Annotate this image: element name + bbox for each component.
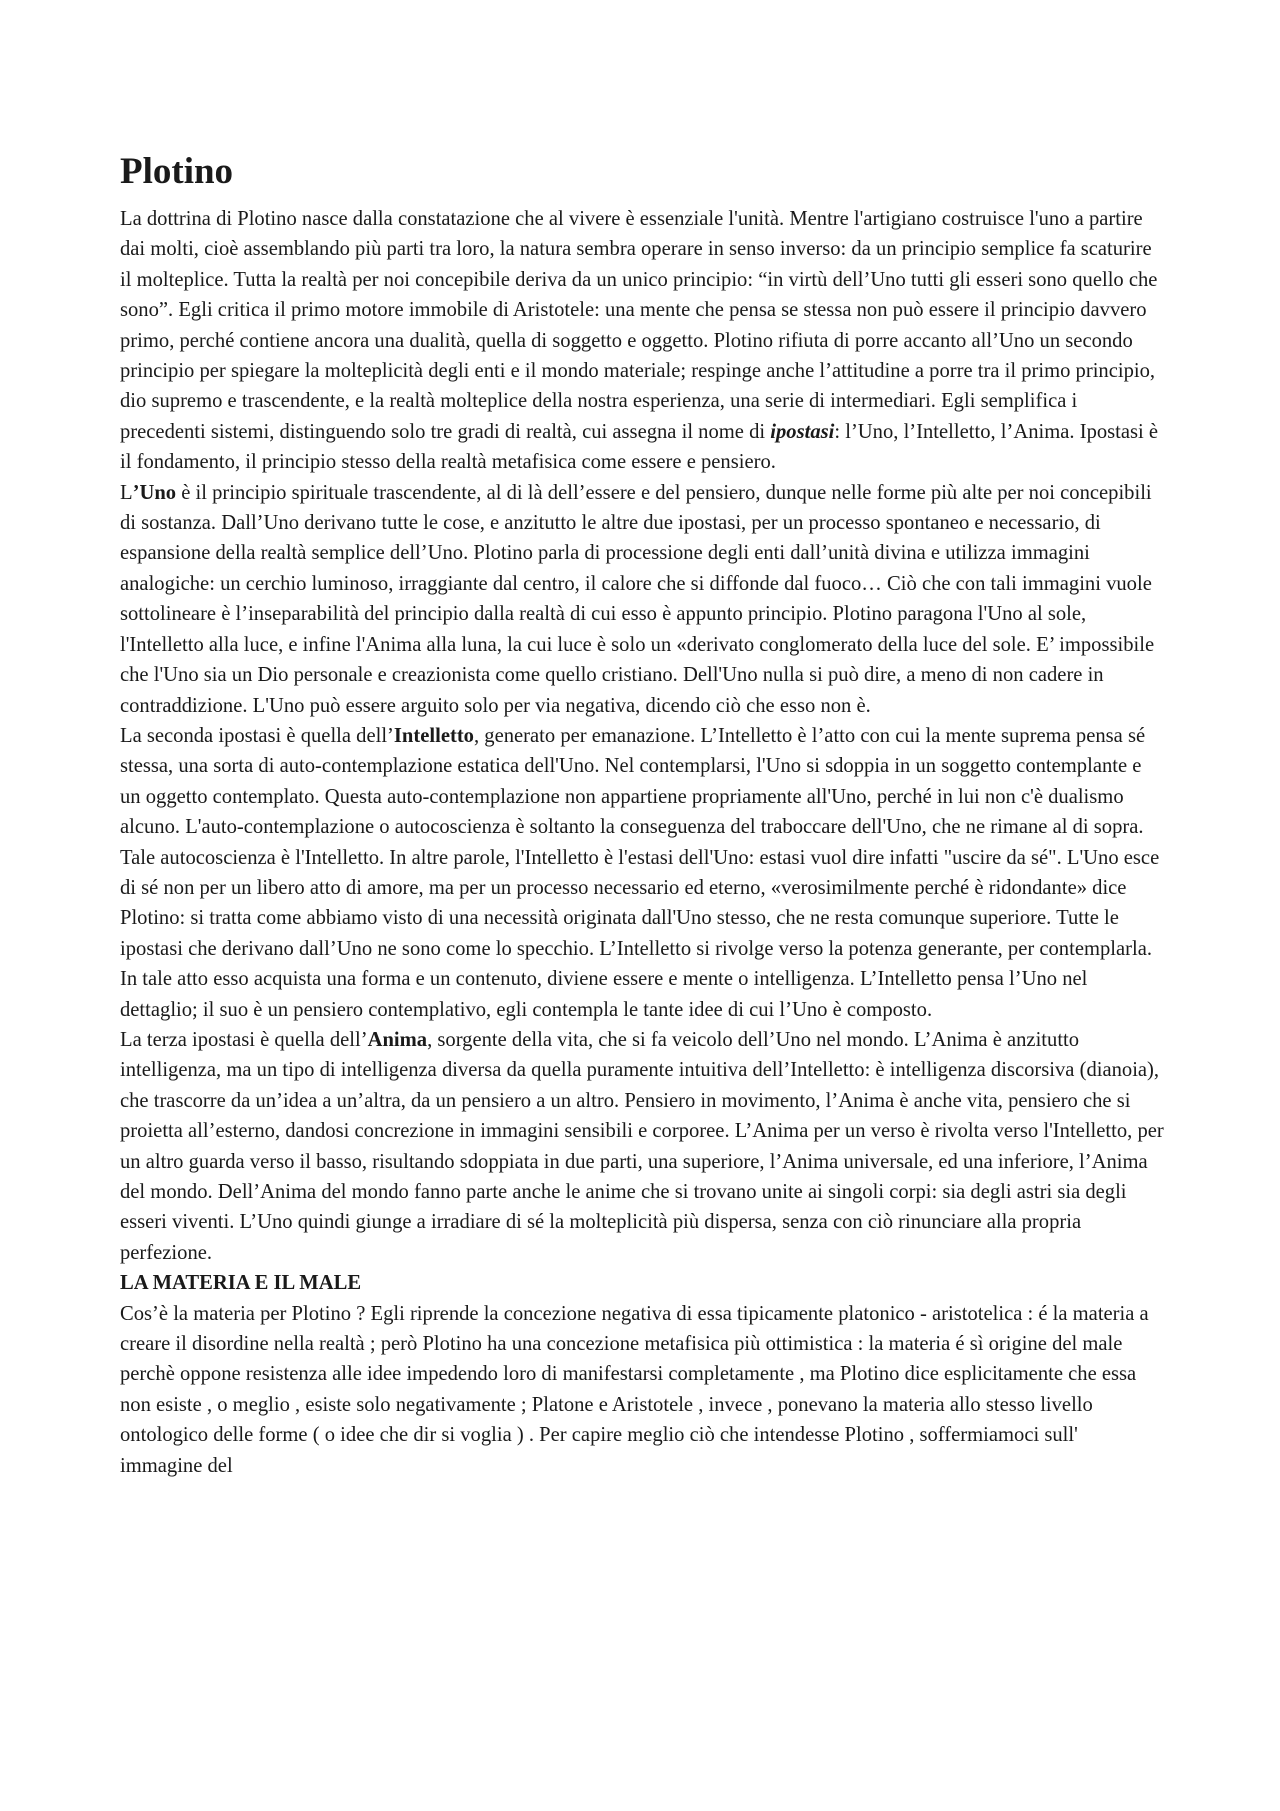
paragraph-materia: Cos’è la materia per Plotino ? Egli riprende la concezione negativa di essa tipicamente platonico - aristotelica : é la materia a creare il disordine nella realtà ; però Plotino ha una concezione metafisica più ottimistica : la materia é sì origine del male perchè oppone resistenza alle idee impedendo loro di manifestarsi completamente , ma Plotino dice esplicitamente che essa non esiste , o meglio , esiste solo negativamente ; Platone e Aristotele , invece , ponevano la materia allo stesso livello ontologico delle forme ( o idee che dir si voglia ) . Per capire meglio ciò che intendesse Plotino , soffermiamoci sull' immagine del <box>120 1302 1149 1477</box>
page-title: Plotino <box>120 151 234 192</box>
paragraph-text: , generato per emanazione. L’Intelletto è l’atto con cui la mente suprema pensa sé stessa, una sorta di auto-contemplazione estatica dell'Uno. Nel contemplarsi, l'Uno si sdoppia in un soggetto contemplante e un oggetto contemplato. Questa auto-contemplazione non appartiene propriamente all'Uno, perché in lui non c'è dualismo alcuno. L'auto-contemplazione o autocoscienza è soltanto la conseguenza del traboccare dell'Uno, che ne rimane al di sopra. Tale autocoscienza è l'Intelletto. In altre parole, l'Intelletto è l'estasi dell'Uno: estasi vuol dire infatti "uscire da sé". L'Uno esce di sé non per un libero atto di amore, ma per un processo necessario ed eterno, «verosimilmente perché è ridondante» dice Plotino: si tratta come abbiamo visto di una necessità originata dall'Uno stesso, che ne resta comunque superiore. Tutte le ipostasi che derivano dall’Uno ne sono come lo specchio. L’Intelletto si rivolge verso la potenza generante, per contemplarla. In tale atto esso acquista una forma e un contenuto, diviene essere e mente o intelligenza. L’Intelletto pensa l’Uno nel dettaglio; il suo è un pensiero contemplativo, egli contempla le tante idee di cui l’Uno è composto. <box>120 724 1160 1021</box>
paragraph-text: La seconda ipostasi è quella dell’ <box>120 724 394 747</box>
paragraph-text: , sorgente della vita, che si fa veicolo dell’Uno nel mondo. L’Anima è anzitutto intelligenza, ma un tipo di intelligenza diversa da quella puramente intuitiva dell’Intelletto: è intelligenza discorsiva (dianoia), che trascorre da un’idea a un’altra, da un pensiero a un altro. Pensiero in movimento, l’Anima è anche vita, pensiero che si proietta all’esterno, dandosi concrezione in immagini sensibili e corporee. L’Anima per un verso è rivolta verso l'Intelletto, per un altro guarda verso il basso, risultando sdoppiata in due parti, una superiore, l’Anima universale, ed una inferiore, l’Anima del mondo. Dell’Anima del mondo fanno parte anche le anime che si trovano unite ai singoli corpi: sia degli astri sia degli esseri viventi. L’Uno quindi giunge a irradiare di sé la molteplicità più dispersa, senza con ciò rinunciare alla propria perfezione. <box>120 1028 1164 1264</box>
paragraph-text: : l’Uno, l’Intelletto, l’Anima. Ipostasi è il fondamento, il principio stesso della realtà metafisica come essere e pensiero. <box>120 420 1159 474</box>
paragraph-intelletto <box>120 721 1165 1025</box>
term-anima: Anima <box>367 1028 428 1051</box>
paragraph-uno <box>120 478 1165 721</box>
paragraph-text: è il principio spirituale trascendente, al di là dell’essere e del pensiero, dunque nelle forme più alte per noi concepibili di sostanza. Dall’Uno derivano tutte le cose, e anzitutto le altre due ipostasi, per un processo spontaneo e necessario, di espansione della realtà semplice dell’Uno. Plotino parla di processione degli enti dall’unità divina e utilizza immagini analogiche: un cerchio luminoso, irraggiante dal centro, il calore che si diffonde dal fuoco… Ciò che con tali immagini vuole sottolineare è l’inseparabilità del principio dalla realtà di cui esso è appunto principio. Plotino paragona l'Uno al sole, l'Intelletto alla luce, e infine l'Anima alla luna, la cui luce è solo un «derivato conglomerato della luce del sole. E’ impossibile che l'Uno sia un Dio personale e creazionista come quello cristiano. Dell'Uno nulla si può dire, a meno di non cadere in contraddizione. L'Uno può essere arguito solo per via negativa, dicendo ciò che esso non è. <box>120 481 1155 717</box>
term-ipostasi: ipostasi <box>770 420 835 443</box>
paragraph-anima <box>120 1025 1165 1268</box>
document-page <box>120 150 1165 1481</box>
section-heading-materia: LA MATERIA E IL MALE <box>120 1272 362 1295</box>
term-uno: ’Uno <box>132 481 177 504</box>
paragraph-text: L <box>120 481 133 504</box>
term-intelletto: Intelletto <box>393 724 474 747</box>
paragraph-text: La dottrina di Plotino nasce dalla constatazione che al vivere è essenziale l'unità. Mentre l'artigiano costruisce l'uno a partire dai molti, cioè assemblando più parti tra loro, la natura sembra operare in senso inverso: da un principio semplice fa scaturire il molteplice. Tutta la realtà per noi concepibile deriva da un unico principio: “in virtù dell’Uno tutti gli esseri sono quello che sono”. Egli critica il primo motore immobile di Aristotele: una mente che pensa se stessa non può essere il principio davvero primo, perché contiene ancora una dualità, quella di soggetto e oggetto. Plotino rifiuta di porre accanto all’Uno un secondo principio per spiegare la molteplicità degli enti e il mondo materiale; respinge anche l’attitudine a porre tra il primo principio, dio supremo e trascendente, e la realtà molteplice della nostra esperienza, una serie di intermediari. Egli semplifica i precedenti sistemi, distinguendo solo tre gradi di realtà, cui assegna il nome di <box>120 208 1158 443</box>
paragraph-intro <box>120 204 1165 478</box>
paragraph-text: La terza ipostasi è quella dell’ <box>120 1028 368 1051</box>
